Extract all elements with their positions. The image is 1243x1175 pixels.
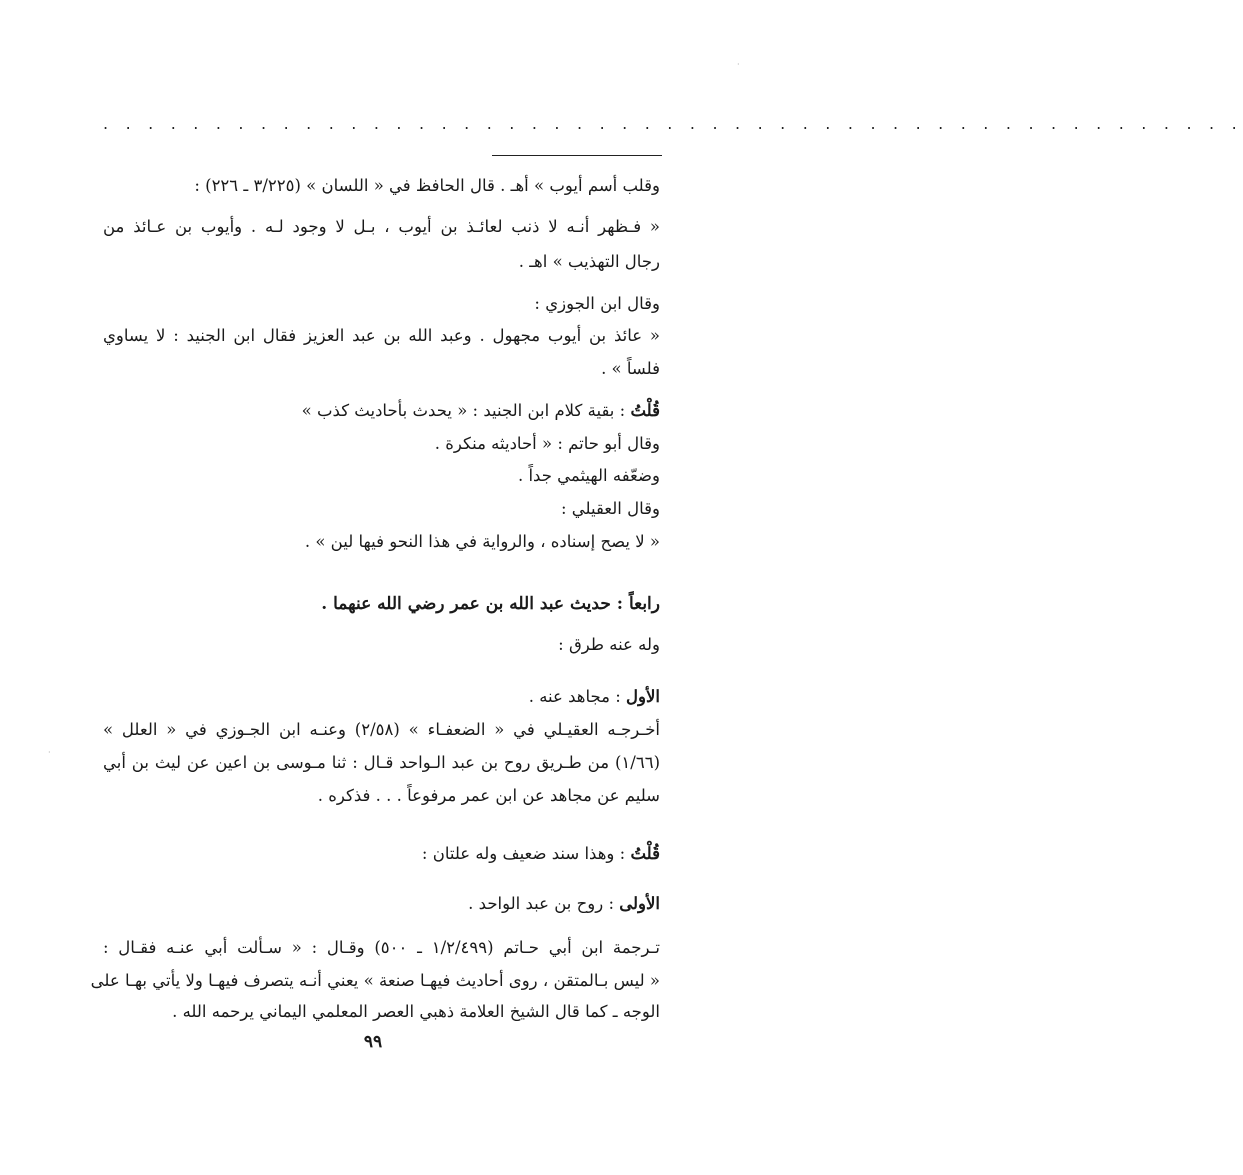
text-line: رجال التهذيب » اهـ . xyxy=(518,252,660,271)
text-line-with-heading xyxy=(422,843,660,865)
inline-heading: الأول xyxy=(626,687,660,706)
text-line: سليم عن مجاهد عن ابن عمر مرفوعاً . . . فذكره . xyxy=(317,786,660,805)
text-line: أخـرجـه العقيـلي في « الضعفـاء » (٢/٥٨) وعنـه ابن الجـوزي في « العلل » xyxy=(103,720,660,739)
inline-heading: قُلْتُ xyxy=(630,844,660,863)
text-line: وقال أبو حاتم : « أحاديثه منكرة . xyxy=(434,434,660,453)
text-line: « فـظهر أنـه لا ذنب لعائـذ بن أيوب ، بـل لا وجود لـه . وأيوب بن عـائذ من xyxy=(103,217,660,236)
section-heading: رابعاً : حديث عبد الله بن عمر رضي الله عنهما . xyxy=(321,594,660,614)
text-line: « ليس بـالمتقن ، روى أحاديث فيهـا صنعة » يعني أنـه يتصرف فيهـا ولا يأتي بهـا على xyxy=(90,971,660,990)
text-line: وقال ابن الجوزي : xyxy=(534,294,660,313)
text-line-with-heading xyxy=(302,400,660,422)
text-line: الوجه ـ كما قال الشيخ العلامة ذهبي العصر المعلمي اليماني يرحمه الله . xyxy=(172,1002,660,1021)
text-line-with-heading xyxy=(529,686,660,708)
text-line: وقال العقيلي : xyxy=(560,499,660,518)
page-number: ٩٩ xyxy=(363,1032,383,1052)
margin-speck: · xyxy=(48,748,51,757)
inline-heading: قُلْتُ xyxy=(630,401,660,420)
text-line: وقلب أسم أيوب » أهـ . قال الحافظ في « اللسان » (٣/٢٢٥ ـ ٢٢٦) : xyxy=(194,176,660,195)
inline-text: : روح بن عبد الواحد . xyxy=(468,894,620,913)
text-line-with-heading xyxy=(468,893,660,915)
dotted-separator: . . . . . . . . . . . . . . . . . . . . . . . . . . . . . . . . . . . . . . . . . . . . . . . . . . . xyxy=(103,114,1243,133)
inline-text: : وهذا سند ضعيف وله علتان : xyxy=(421,844,631,863)
margin-speck: · xyxy=(737,60,740,69)
footnote-rule xyxy=(492,155,662,156)
text-line: وله عنه طرق : xyxy=(558,635,660,654)
text-line: وضعّفه الهيثمي جداً . xyxy=(517,466,660,485)
inline-text: : بقية كلام ابن الجنيد : « يحدث بأحاديث كذب » xyxy=(301,401,631,420)
inline-heading: الأولى xyxy=(619,894,660,913)
text-line: فلساً » . xyxy=(601,359,660,378)
inline-text: : مجاهد عنه . xyxy=(528,687,627,706)
text-line: تـرجمة ابن أبي حـاتم (١/٢/٤٩٩ ـ ٥٠٠) وقـال : « سـألت أبي عنـه فقـال : xyxy=(103,938,661,957)
text-line: (١/٦٦) من طـريق روح بن عبد الـواحد قـال : ثنا مـوسى بن اعين عن ليث بن أبي xyxy=(103,753,660,772)
text-line: « عائذ بن أيوب مجهول . وعبد الله بن عبد العزيز فقال ابن الجنيد : لا يساوي xyxy=(103,326,660,345)
text-line: « لا يصح إسناده ، والرواية في هذا النحو فيها لين » . xyxy=(304,532,660,551)
